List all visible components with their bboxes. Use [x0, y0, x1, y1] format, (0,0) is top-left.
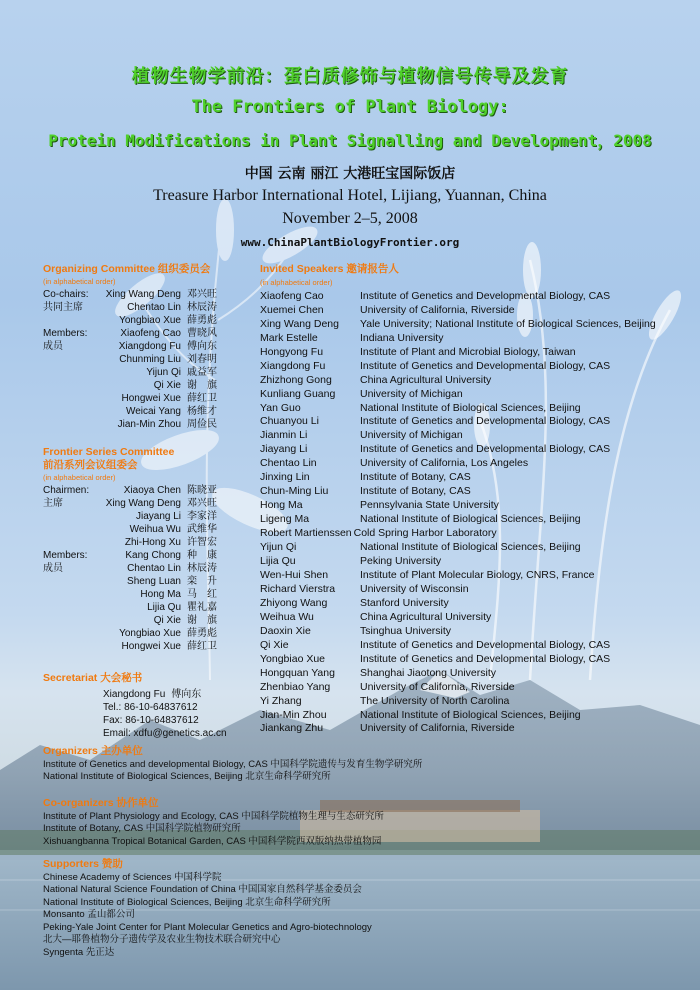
speaker-institution: The University of North Carolina: [360, 694, 510, 707]
organizing-committee-note: (in alphabetical order): [43, 277, 116, 286]
supporter-item: National Institute of Biological Sciences, Beijing 北京生命科学研究所: [43, 896, 331, 908]
committee-member-name: Qi Xie: [153, 380, 181, 391]
committee-row: [43, 314, 253, 327]
speaker-row: [260, 346, 700, 360]
committee-role-label: [43, 405, 102, 418]
committee-role-label: [43, 353, 102, 366]
supporter-item: Syngenta 先正达: [43, 946, 115, 958]
speaker-institution: University of California, Riverside: [360, 303, 515, 316]
secretariat-name: Xiangdong Fu: [103, 689, 166, 700]
speaker-name: Qi Xie: [260, 638, 289, 651]
speaker-name: Chentao Lin: [260, 457, 317, 470]
committee-member-name: Hong Ma: [140, 589, 181, 600]
speaker-name: Chuanyou Li: [260, 415, 319, 428]
speaker-name: Jinxing Lin: [260, 471, 310, 484]
speaker-row: [260, 388, 700, 402]
committee-member-name-cn: 戚益军: [187, 367, 217, 378]
speaker-name: Chun-Ming Liu: [260, 485, 329, 498]
speaker-institution: National Institute of Biological Sciences, Beijing: [360, 708, 581, 721]
committee-member-name: Chentao Lin: [127, 563, 181, 574]
speaker-name: Kunliang Guang: [260, 387, 336, 400]
speaker-institution: Institute of Genetics and Developmental Biology, CAS: [360, 289, 611, 302]
committee-role-label: 成员: [43, 341, 63, 352]
speaker-institution: Institute of Genetics and Developmental Biology, CAS: [360, 443, 611, 456]
committee-row: [43, 601, 253, 614]
speaker-institution: Institute of Genetics and Developmental Biology, CAS: [360, 652, 611, 665]
committee-member-name: Zhi-Hong Xu: [124, 537, 181, 548]
committee-row: [43, 640, 253, 653]
speaker-name: Richard Vierstra: [260, 582, 336, 595]
organizing-committee-list: [43, 288, 253, 431]
secretariat-title: Secretariat 大会秘书: [43, 672, 143, 684]
frontier-committee-note: (in alphabetical order): [43, 473, 116, 482]
speaker-institution: Institute of Genetics and Developmental Biology, CAS: [360, 415, 611, 428]
speaker-institution: Institute of Botany, CAS: [360, 485, 471, 498]
committee-role-label: 主席: [43, 498, 63, 509]
speaker-name: Yongbiao Xue: [260, 652, 326, 665]
committee-member-name: Kang Chong: [125, 550, 181, 561]
speaker-institution: Pennsylvania State University: [360, 499, 499, 512]
speaker-name: Hongyong Fu: [260, 345, 324, 358]
speaker-institution: Institute of Plant Molecular Biology, CNRS, France: [360, 568, 595, 581]
organizer-item: Institute of Genetics and developmental Biology, CAS 中国科学院遗传与发育生物学研究所: [43, 758, 423, 770]
speaker-row: [260, 499, 700, 513]
committee-role-label: Chairmen:: [43, 485, 90, 496]
speaker-institution: University of Michigan: [360, 429, 463, 442]
coorganizer-item: Xishuangbanna Tropical Botanical Garden, CAS 中国科学院西双版纳热带植物园: [43, 835, 382, 847]
speaker-row: [260, 583, 700, 597]
speaker-institution: Yale University; National Institute of Biological Sciences, Beijing: [360, 317, 656, 330]
speaker-row: [260, 374, 700, 388]
speaker-row: [260, 541, 700, 555]
supporter-item: Monsanto 孟山都公司: [43, 909, 135, 920]
committee-member-name: Xiangdong Fu: [118, 341, 181, 352]
committee-member-name-cn: 林辰涛: [187, 563, 217, 574]
speaker-institution: Cold Spring Harbor Laboratory: [353, 527, 497, 540]
speaker-row: [260, 639, 700, 653]
committee-role-label: [43, 601, 102, 614]
speaker-institution: University of Wisconsin: [360, 582, 469, 595]
committee-member-name-cn: 薛勇彪: [187, 315, 217, 326]
committee-row: [43, 614, 253, 627]
speaker-name: Weihua Wu: [260, 610, 314, 623]
committee-row: [43, 392, 253, 405]
coorganizers-section: [43, 797, 683, 848]
committee-member-name: Xiaofeng Cao: [120, 328, 181, 339]
invited-speakers-note: (in alphabetical order): [260, 277, 333, 287]
committee-member-name: Xing Wang Deng: [105, 289, 181, 300]
secretariat-tel: Tel.: 86-10-64837612: [103, 702, 198, 713]
committee-role-label: [43, 366, 102, 379]
speaker-institution: Institute of Botany, CAS: [360, 471, 471, 484]
committee-member-name-cn: 刘春明: [187, 354, 217, 365]
committee-role-label: [43, 588, 102, 601]
speaker-institution: Institute of Genetics and Developmental Biology, CAS: [360, 638, 611, 651]
committee-member-name-cn: 杨维才: [187, 406, 217, 417]
committee-member-name: Hongwei Xue: [121, 393, 181, 404]
speaker-name: Hongquan Yang: [260, 666, 335, 679]
organizing-committee: [43, 263, 253, 431]
coorganizers-title: Co-organizers 协作单位: [43, 797, 159, 809]
committee-role-label: [43, 418, 102, 431]
speaker-name: Jianmin Li: [260, 429, 308, 442]
secretariat-name-cn: 傅向东: [171, 689, 202, 700]
speaker-institution: University of California, Riverside: [360, 680, 515, 693]
committee-member-name: Xing Wang Deng: [105, 498, 181, 509]
supporters-section: [43, 858, 683, 959]
coorganizer-item: Institute of Plant Physiology and Ecology, CAS 中国科学院植物生理与生态研究所: [43, 810, 384, 822]
committee-member-name-cn: 曹晓风: [187, 328, 217, 339]
speaker-name: Xiangdong Fu: [260, 359, 326, 372]
committee-member-name: Qi Xie: [153, 615, 181, 626]
committee-member-name-cn: 周俭民: [187, 419, 217, 430]
speaker-row: [260, 527, 700, 541]
speaker-row: [260, 513, 700, 527]
speaker-institution: Shanghai Jiaotong University: [360, 666, 496, 679]
speaker-institution: University of Michigan: [360, 387, 463, 400]
committee-member-name-cn: 许智宏: [187, 537, 217, 548]
invited-speakers-list: [260, 290, 700, 737]
organizing-committee-title: Organizing Committee 组织委员会: [43, 263, 211, 275]
speaker-row: [260, 625, 700, 639]
committee-member-name-cn: 武维华: [187, 524, 217, 535]
speaker-name: Wen-Hui Shen: [260, 568, 329, 581]
speaker-name: Robert Martienssen: [260, 527, 352, 540]
organizer-item: National Institute of Biological Sciences, Beijing 北京生命科学研究所: [43, 771, 331, 782]
speaker-row: [260, 429, 700, 443]
committee-row: [43, 536, 253, 549]
committee-member-name: Sheng Luan: [127, 576, 181, 587]
organizers-section: [43, 745, 683, 784]
committee-role-label: Members:: [43, 550, 88, 561]
speaker-institution: National Institute of Biological Sciences, Beijing: [360, 401, 581, 414]
committee-row: [43, 418, 253, 431]
committee-role-label: [43, 614, 102, 627]
frontier-committee-title: Frontier Series Committee: [43, 446, 175, 458]
committee-member-name-cn: 马 红: [187, 589, 217, 600]
committee-member-name-cn: 谢 旗: [187, 615, 217, 626]
organizers-title: Organizers 主办单位: [43, 745, 143, 757]
committee-member-name: Yijun Qi: [146, 367, 181, 378]
speaker-row: [260, 611, 700, 625]
frontier-committee: [43, 446, 253, 653]
title-english-line2: Protein Modifications in Plant Signalling and Development，2008: [48, 131, 652, 150]
speaker-name: Jian-Min Zhou: [260, 708, 327, 721]
speaker-name: Yi Zhang: [260, 694, 302, 707]
event-dates: November 2–5, 2008: [282, 210, 418, 227]
speaker-row: [260, 653, 700, 667]
committee-member-name: Hongwei Xue: [121, 641, 181, 652]
speaker-row: [260, 290, 700, 304]
speaker-row: [260, 402, 700, 416]
speaker-institution: University of California, Los Angeles: [360, 457, 529, 470]
committee-role-label: [43, 392, 102, 405]
invited-speakers: [260, 263, 700, 736]
committee-member-name: Xiaoya Chen: [123, 485, 181, 496]
committee-member-name: Jiayang Li: [135, 511, 181, 522]
committee-role-label: [43, 314, 102, 327]
committee-row: [43, 340, 253, 353]
committee-role-label: [43, 510, 102, 523]
committee-row: [43, 627, 253, 640]
secretariat: [43, 672, 253, 740]
secretariat-fax: Fax: 86-10-64837612: [103, 715, 199, 726]
committee-member-name-cn: 薛勇彪: [187, 628, 217, 639]
committee-member-name: Jian-Min Zhou: [117, 419, 181, 430]
speaker-institution: National Institute of Biological Sciences, Beijing: [360, 513, 581, 526]
speaker-name: Xing Wang Deng: [260, 317, 339, 330]
committee-member-name-cn: 瞿礼嘉: [187, 602, 217, 613]
speaker-institution: Stanford University: [360, 596, 449, 609]
committee-member-name-cn: 邓兴旺: [187, 289, 217, 300]
speaker-row: [260, 681, 700, 695]
speaker-institution: Peking University: [360, 555, 442, 568]
secretariat-contact: [103, 688, 253, 701]
speaker-name: Jiankang Zhu: [260, 722, 324, 735]
committee-member-name-cn: 薛红卫: [187, 393, 217, 404]
committee-member-name: Lijia Qu: [147, 602, 181, 613]
committee-member-name-cn: 林辰涛: [187, 302, 217, 313]
coorganizer-item: Institute of Botany, CAS 中国科学院植物研究所: [43, 823, 241, 834]
invited-speakers-title: Invited Speakers 邀请报告人: [260, 263, 399, 275]
venue-chinese: 中国 云南 丽江 大港旺宝国际饭店: [244, 166, 456, 182]
speaker-row: [260, 360, 700, 374]
committee-row: [43, 484, 253, 497]
supporter-item: 北大—耶鲁植物分子遗传学及农业生物技术联合研究中心: [43, 934, 281, 945]
speaker-name: Mark Estelle: [260, 331, 318, 344]
supporter-item: National Natural Science Foundation of China 中国国家自然科学基金委员会: [43, 884, 362, 895]
committee-member-name: Chunming Liu: [119, 354, 181, 365]
speaker-row: [260, 415, 700, 429]
committee-member-name-cn: 谢 旗: [187, 380, 217, 391]
speaker-name: Zhenbiao Yang: [260, 680, 331, 693]
committee-row: [43, 405, 253, 418]
committee-row: [43, 575, 253, 588]
speaker-institution: Indiana University: [360, 331, 444, 344]
committee-row: [43, 588, 253, 601]
speaker-name: Lijia Qu: [260, 555, 296, 568]
committee-role-label: [43, 627, 102, 640]
committee-role-label: Members:: [43, 328, 88, 339]
speaker-row: [260, 332, 700, 346]
committee-member-name-cn: 种 康: [187, 550, 217, 561]
title-english-line1: The Frontiers of Plant Biology:: [191, 97, 509, 117]
committee-row: [43, 549, 253, 562]
title-chinese: 植物生物学前沿：蛋白质修饰与植物信号传导及发育: [131, 66, 569, 87]
committee-member-name: Yongbiao Xue: [119, 628, 181, 639]
speaker-institution: Tsinghua University: [360, 624, 452, 637]
speaker-institution: National Institute of Biological Sciences, Beijing: [360, 541, 581, 554]
committee-role-label: [43, 379, 102, 392]
speaker-name: Daoxin Xie: [260, 624, 311, 637]
website-link[interactable]: www.ChinaPlantBiologyFrontier.org: [240, 236, 460, 249]
speaker-institution: China Agricultural University: [360, 373, 492, 386]
committee-member-name: Weihua Wu: [129, 524, 181, 535]
speaker-name: Xuemei Chen: [260, 303, 324, 316]
speaker-row: [260, 709, 700, 723]
committee-row: [43, 366, 253, 379]
speaker-name: Yijun Qi: [260, 541, 297, 554]
supporter-item: Peking-Yale Joint Center for Plant Molecular Genetics and Agro-biotechnology: [43, 921, 372, 933]
speaker-row: [260, 695, 700, 709]
speaker-name: Yan Guo: [260, 401, 301, 414]
committee-row: [43, 353, 253, 366]
committee-row: [43, 523, 253, 536]
speaker-name: Zhiyong Wang: [260, 596, 328, 609]
venue-english: Treasure Harbor International Hotel, Lijiang, Yuannan, China: [153, 187, 547, 204]
committee-role-label: 成员: [43, 563, 63, 574]
frontier-committee-title-cn: 前沿系列会议组委会: [43, 459, 138, 471]
supporters-title: Supporters 赞助: [43, 858, 123, 870]
committee-member-name-cn: 李家洋: [187, 511, 217, 522]
speaker-row: [260, 318, 700, 332]
speaker-institution: Institute of Genetics and Developmental Biology, CAS: [360, 359, 611, 372]
speaker-row: [260, 443, 700, 457]
committee-role-label: 共同主席: [43, 302, 83, 313]
committee-member-name-cn: 邓兴旺: [187, 498, 217, 509]
speaker-name: Ligeng Ma: [260, 513, 310, 526]
committee-member-name: Weicai Yang: [125, 406, 181, 417]
committee-member-name: Yongbiao Xue: [119, 315, 181, 326]
frontier-committee-list: [43, 484, 253, 653]
committee-role-label: [43, 640, 102, 653]
committee-role-label: [43, 536, 102, 549]
committee-row: [43, 510, 253, 523]
committee-row: [43, 497, 253, 510]
speaker-row: [260, 667, 700, 681]
committee-role-label: Co-chairs:: [43, 289, 89, 300]
speaker-name: Xiaofeng Cao: [260, 289, 324, 302]
speaker-row: [260, 457, 700, 471]
speaker-name: Hong Ma: [260, 499, 303, 512]
speaker-row: [260, 597, 700, 611]
committee-member-name-cn: 傅向东: [187, 341, 217, 352]
committee-member-name: Chentao Lin: [127, 302, 181, 313]
committee-row: [43, 327, 253, 340]
committee-role-label: [43, 523, 102, 536]
speaker-name: Jiayang Li: [260, 443, 308, 456]
committee-member-name-cn: 陈晓亚: [187, 485, 217, 496]
speaker-row: [260, 569, 700, 583]
speaker-institution: China Agricultural University: [360, 610, 492, 623]
committee-row: [43, 288, 253, 301]
speaker-row: [260, 722, 700, 736]
committee-role-label: [43, 575, 102, 588]
secretariat-email[interactable]: Email: xdfu@genetics.ac.cn: [103, 728, 227, 739]
speaker-row: [260, 471, 700, 485]
committee-row: [43, 379, 253, 392]
speaker-institution: Institute of Plant and Microbial Biology, Taiwan: [360, 345, 576, 358]
speaker-row: [260, 485, 700, 499]
speaker-row: [260, 555, 700, 569]
committee-member-name-cn: 栾 升: [187, 576, 217, 587]
supporter-item: Chinese Academy of Sciences 中国科学院: [43, 871, 222, 883]
speaker-name: Zhizhong Gong: [260, 373, 332, 386]
speaker-institution: University of California, Riverside: [360, 722, 515, 735]
committee-row: [43, 301, 253, 314]
speaker-row: [260, 304, 700, 318]
committee-row: [43, 562, 253, 575]
committee-member-name-cn: 薛红卫: [187, 641, 217, 652]
